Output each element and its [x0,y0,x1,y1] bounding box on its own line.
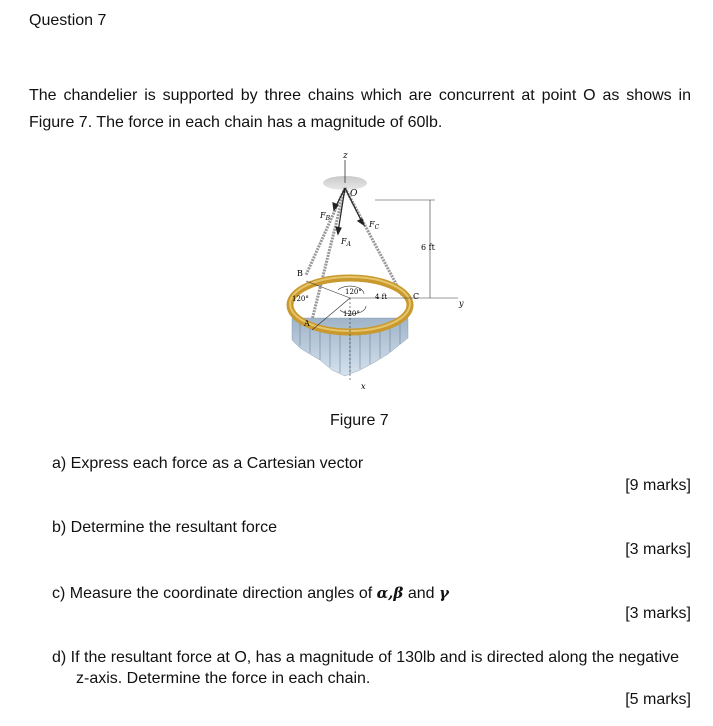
intro-line-1: The chandelier is supported by three chains which are concurrent at point O as shows in [29,87,691,104]
part-d-text [52,649,692,688]
part-a-marks: [9 marks] [625,477,691,494]
a-label: A [304,319,310,328]
part-c-text: c) Measure the coordinate direction angles of α,β and γ [52,584,449,602]
chandelier-figure [270,148,470,393]
angle-top-label: 120° [345,288,362,296]
y-label: y [459,299,464,308]
x-label: x [361,382,366,391]
height-label: 6 ft [421,243,435,252]
part-d-marks: [5 marks] [625,691,691,708]
b-label: B [297,269,303,278]
part-d-line-2: z-axis. Determine the force in each chain. [76,670,371,687]
part-b-marks: [3 marks] [625,541,691,558]
z-label: z [343,151,348,161]
alpha-symbol: α [376,584,389,602]
part-a-text: a) Express each force as a Cartesian vector [52,455,364,472]
intro-line-2: Figure 7. The force in each chain has a magnitude of 60lb. [29,114,443,131]
angle-bottom-label: 120° [343,310,360,318]
figure-caption: Figure 7 [330,412,389,429]
fb-label: $F_B$ [320,211,330,222]
radius-label: 4 ft [375,293,388,301]
o-label: O [350,189,358,199]
part-d-line-1: d) If the resultant force at O, has a magnitude of 130lb and is directed along the negative [52,649,680,666]
beta-symbol: β [393,584,404,602]
fc-label: $F_C$ [369,220,380,231]
fa-label: $F_A$ [341,237,351,248]
chains [306,188,402,328]
part-b-text: b) Determine the resultant force [52,519,277,536]
part-c-marks: [3 marks] [625,605,691,622]
angle-left-label: 120° [292,295,309,303]
gamma-symbol: γ [438,584,449,602]
question-title: Question 7 [29,12,107,29]
force-arrows [333,188,364,234]
c-label: C [413,292,420,301]
question-intro [29,82,691,136]
